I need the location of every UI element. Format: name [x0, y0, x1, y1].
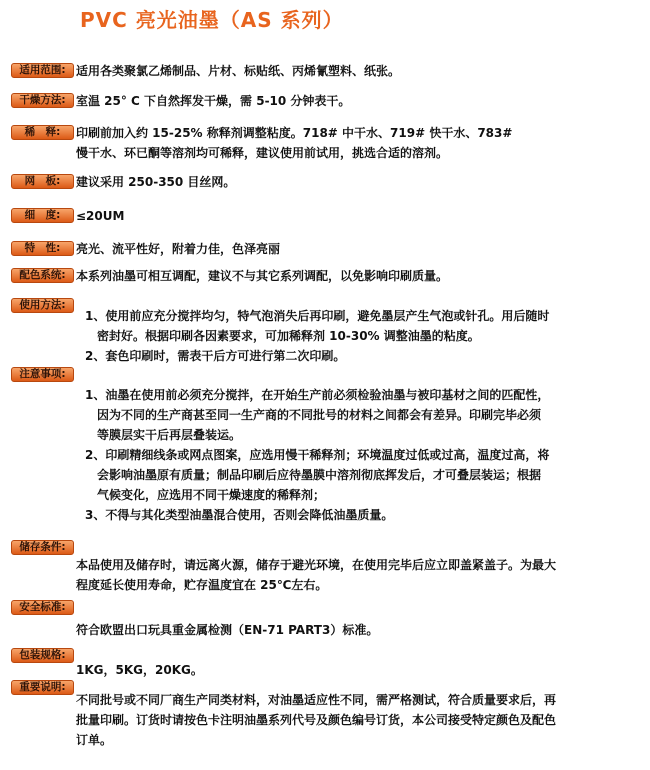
content-line: 2、印刷精细线条或网点图案，应选用慢干稀释剂；环境温度过低或过高，温度过高，将: [85, 448, 550, 462]
section-content: [76, 239, 280, 259]
section-label: 安全标准:: [11, 600, 74, 615]
section-content: [76, 555, 556, 595]
content-line: 不同批号或不同厂商生产同类材料，对油墨适应性不同，需严格测试，符合质量要求后，再: [76, 693, 557, 707]
content-line: 2、套色印刷时，需表干后方可进行第二次印刷。: [85, 349, 346, 363]
section-label: 配色系统:: [11, 268, 74, 283]
section-label: 重要说明:: [11, 680, 74, 695]
content-line: 适用各类聚氯乙烯制品、片材、标贴纸、丙烯氰塑料、纸张。: [76, 64, 401, 78]
section-content: [76, 91, 350, 111]
content-line: 因为不同的生产商甚至同一生产商的不同批号的材料之间都会有差异。印刷完毕必须: [85, 408, 542, 422]
section-content: [85, 385, 549, 525]
content-line: 慢干水、环已酮等溶剂均可稀释，建议使用前试用，挑选合适的溶剂。: [76, 146, 449, 160]
content-line: 符合欧盟出口玩具重金属检测（EN-71 PART3）标准。: [76, 623, 379, 637]
content-line: 订单。: [76, 733, 113, 747]
page-title: PVC 亮光油墨（AS 系列）: [80, 8, 344, 32]
section-label: 注意事项:: [11, 367, 74, 382]
section-content: [76, 690, 556, 750]
section-content: [76, 172, 235, 192]
section-label: 特 性:: [11, 241, 74, 256]
section-label: 适用范围:: [11, 63, 74, 78]
content-line: 会影响油墨原有质量；制品印刷后应待墨膜中溶剂彻底挥发后，才可叠层装运；根据: [85, 468, 542, 482]
content-line: 1、使用前应充分搅拌均匀，特气泡消失后再印刷，避免墨层产生气泡或针孔。用后随时: [85, 309, 550, 323]
section-label: 网 板:: [11, 174, 74, 189]
section-label: 干燥方法:: [11, 93, 74, 108]
content-line: 密封好。根据印刷各因素要求，可加稀释剂 10-30% 调整油墨的粘度。: [85, 329, 480, 343]
content-line: ≤20UM: [76, 209, 125, 223]
content-line: 批量印刷。订货时请按色卡注明油墨系列代号及颜色编号订货，本公司接受特定颜色及配色: [76, 713, 557, 727]
section-content: [85, 306, 549, 366]
content-line: 3、不得与其化类型油墨混合使用，否则会降低油墨质量。: [85, 508, 394, 522]
content-line: 等膜层实干后再层叠装运。: [85, 428, 242, 442]
section-content: [76, 206, 124, 226]
content-line: 程度延长使用寿命，贮存温度宜在 25℃左右。: [76, 578, 328, 592]
content-line: 建议采用 250-350 目丝网。: [76, 175, 236, 189]
section-content: [76, 660, 203, 680]
content-line: 印刷前加入约 15-25% 称释剂调整粘度。718# 中干水、719# 快干水、783#: [76, 126, 513, 140]
content-line: 1、油墨在使用前必须充分搅拌，在开始生产前必须检验油墨与被印基材之间的匹配性，: [85, 388, 550, 402]
content-line: 气候变化，应选用不同干燥速度的稀释剂；: [85, 488, 326, 502]
section-content: [76, 61, 400, 81]
content-line: 本系列油墨可相互调配，建议不与其它系列调配，以免影响印刷质量。: [76, 269, 449, 283]
section-content: [76, 266, 448, 286]
section-label: 稀 释:: [11, 125, 74, 140]
content-line: 室温 25° C 下自然挥发干燥，需 5-10 分钟表干。: [76, 94, 351, 108]
section-label: 储存条件:: [11, 540, 74, 555]
content-line: 1KG，5KG，20KG。: [76, 663, 203, 677]
section-content: [76, 123, 512, 163]
section-label: 使用方法:: [11, 298, 74, 313]
section-label: 细 度:: [11, 208, 74, 223]
content-line: 亮光、流平性好，附着力佳，色泽亮丽: [76, 242, 281, 256]
section-label: 包装规格:: [11, 648, 74, 663]
section-content: [76, 620, 378, 640]
content-line: 本品使用及储存时，请远离火源，储存于避光环境，在使用完毕后应立即盖紧盖子。为最大: [76, 558, 557, 572]
